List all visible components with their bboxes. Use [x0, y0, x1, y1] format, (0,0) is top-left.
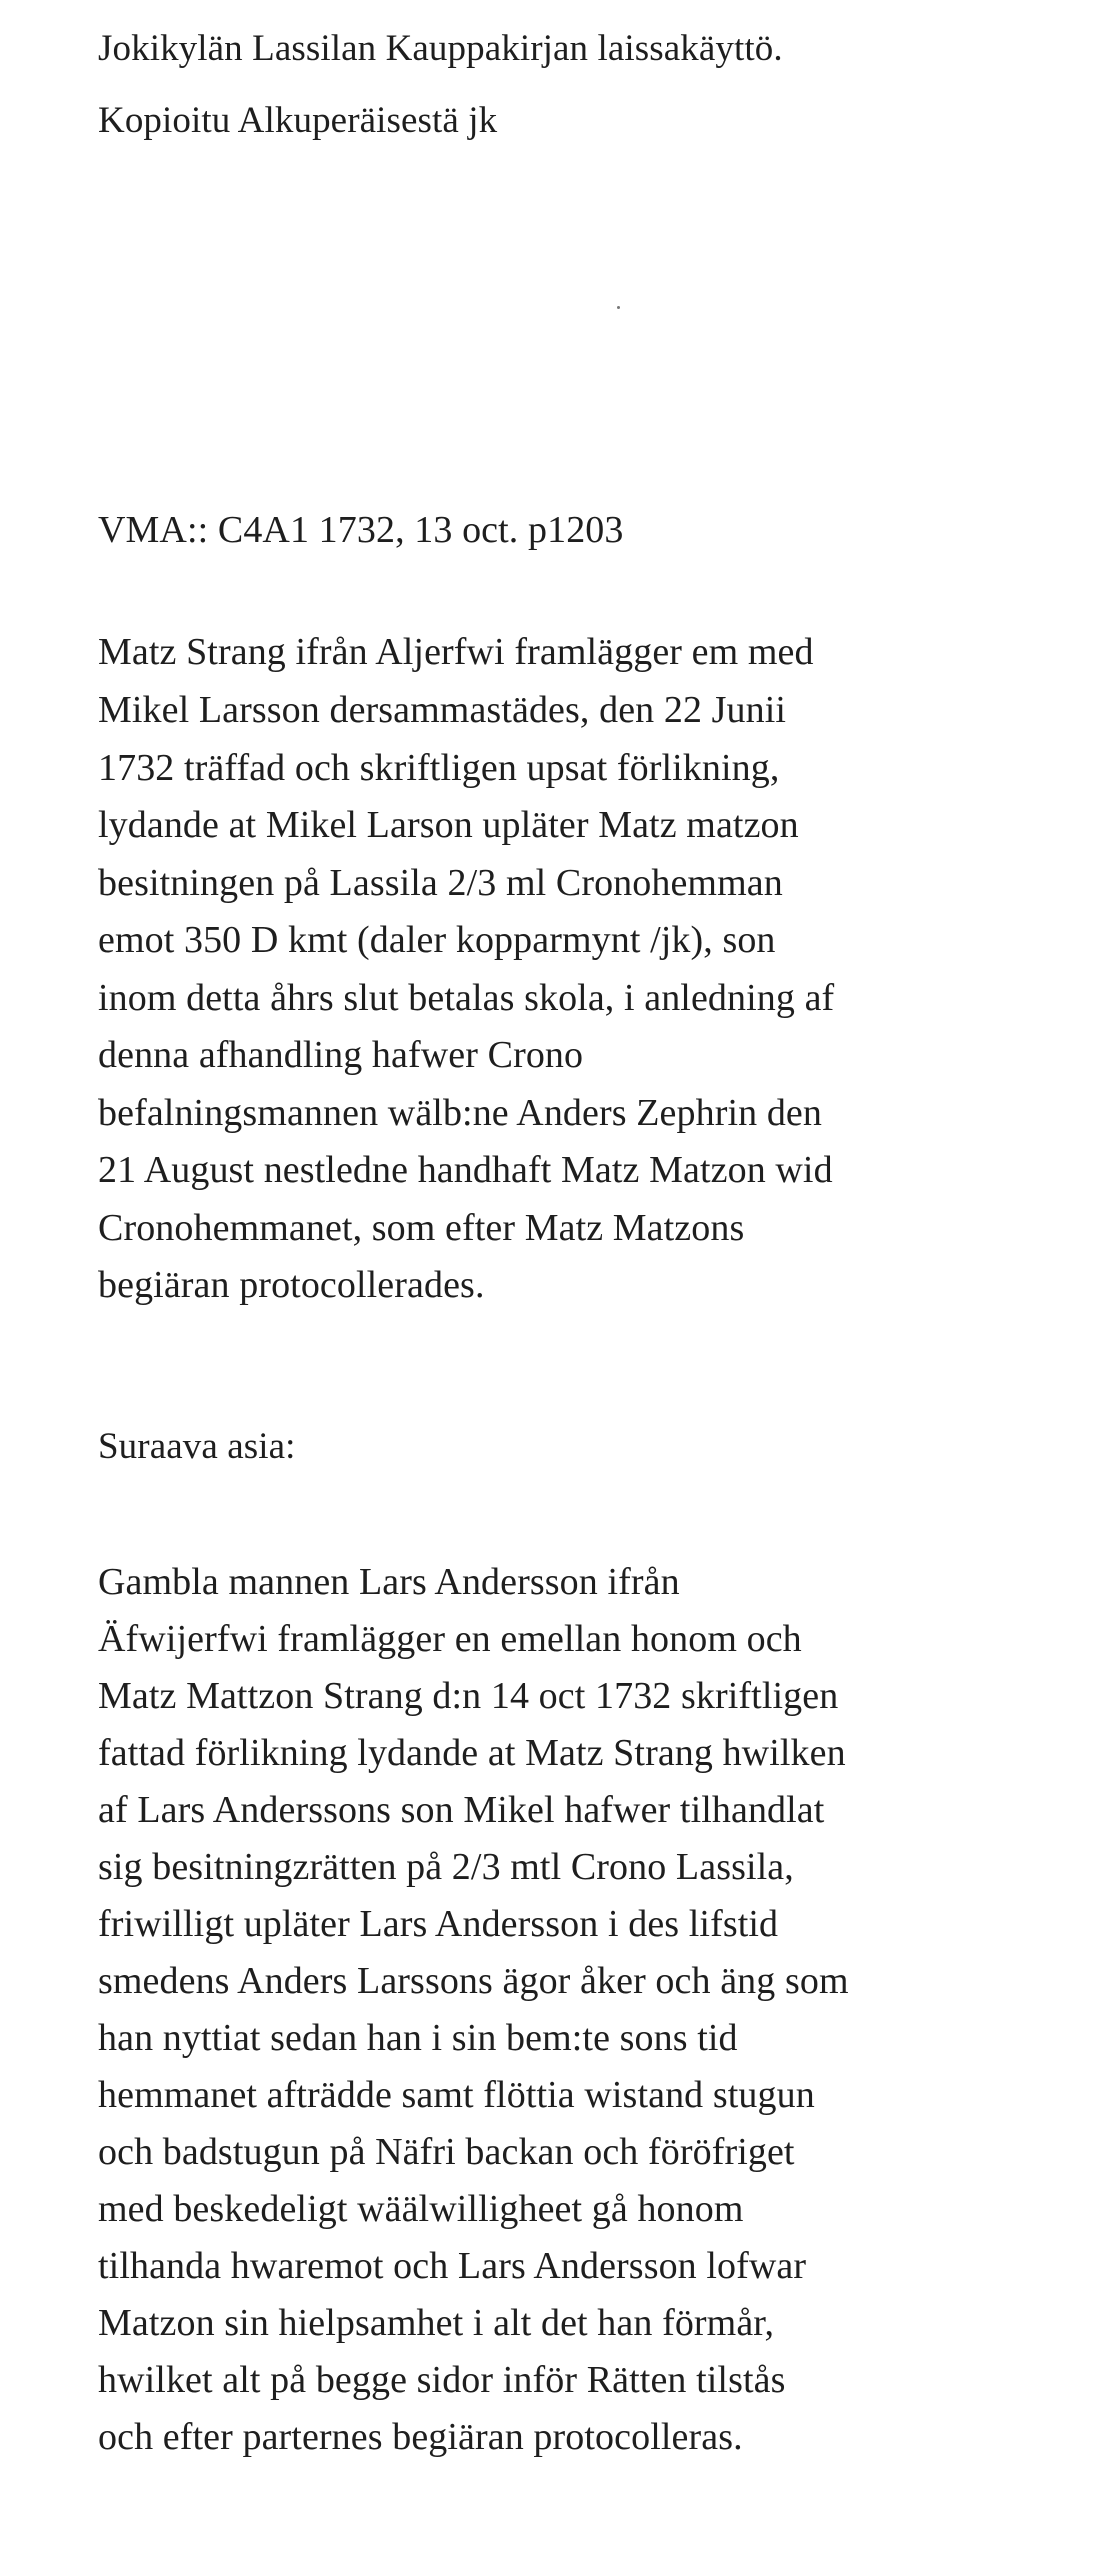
- paragraph2-line: och efter parternes begiäran protocolleras.: [98, 2416, 743, 2458]
- paragraph2-line: tilhanda hwaremot och Lars Andersson lofwar: [98, 2245, 807, 2287]
- paragraph1-line: 1732 träffad och skriftligen upsat förlikning,: [98, 747, 780, 789]
- document-title: Jokikylän Lassilan Kauppakirjan laissakäyttö.: [98, 28, 783, 69]
- paragraph2-line: friwilligt upläter Lars Andersson i des lifstid: [98, 1903, 779, 1945]
- paragraph1-line: lydande at Mikel Larson upläter Matz matzon: [98, 804, 799, 846]
- paragraph2-line: Matz Mattzon Strang d:n 14 oct 1732 skriftligen: [98, 1675, 839, 1717]
- paragraph1-line: begiäran protocollerades.: [98, 1264, 485, 1306]
- paragraph2-line: han nyttiat sedan han i sin bem:te sons tid: [98, 2017, 738, 2059]
- paragraph1-line: befalningsmannen wälb:ne Anders Zephrin den: [98, 1092, 822, 1134]
- paragraph1-line: Mikel Larsson dersammastädes, den 22 Junii: [98, 689, 787, 731]
- paragraph1-line: besitningen på Lassila 2/3 ml Cronohemman: [98, 862, 783, 904]
- paragraph2-line: Äfwijerfwi framlägger en emellan honom och: [98, 1618, 802, 1660]
- paragraph1-line: denna afhandling hafwer Crono: [98, 1034, 584, 1076]
- next-case-label: Suraava asia:: [98, 1426, 296, 1467]
- paragraph2-line: sig besitningzrätten på 2/3 mtl Crono Lassila,: [98, 1846, 794, 1888]
- scan-speck: [617, 306, 620, 309]
- paragraph1-line: Cronohemmanet, som efter Matz Matzons: [98, 1207, 745, 1249]
- paragraph2-line: och badstugun på Näfri backan och föröfriget: [98, 2131, 795, 2173]
- paragraph2-line: af Lars Anderssons son Mikel hafwer tilhandlat: [98, 1789, 825, 1831]
- archive-reference: VMA:: C4A1 1732, 13 oct. p1203: [98, 509, 624, 551]
- paragraph1-line: emot 350 D kmt (daler kopparmynt /jk), son: [98, 919, 776, 961]
- paragraph1-line: 21 August nestledne handhaft Matz Matzon wid: [98, 1149, 833, 1191]
- paragraph2-line: fattad förlikning lydande at Matz Strang hwilken: [98, 1732, 846, 1774]
- paragraph2-line: smedens Anders Larssons ägor åker och äng som: [98, 1960, 849, 2002]
- paragraph2-line: hwilket alt på begge sidor inför Rätten tilstås: [98, 2359, 786, 2401]
- paragraph2-line: Matzon sin hielpsamhet i alt det han förmår,: [98, 2302, 775, 2344]
- paragraph1-line: inom detta åhrs slut betalas skola, i anledning af: [98, 977, 835, 1019]
- paragraph2-line: hemmanet afträdde samt flöttia wistand stugun: [98, 2074, 815, 2116]
- paragraph2-line: Gambla mannen Lars Andersson ifrån: [98, 1561, 680, 1603]
- copy-note: Kopioitu Alkuperäisestä jk: [98, 100, 498, 141]
- paragraph2-line: med beskedeligt wäälwilligheet gå honom: [98, 2188, 744, 2230]
- paragraph1-line: Matz Strang ifrån Aljerfwi framlägger em med: [98, 631, 814, 673]
